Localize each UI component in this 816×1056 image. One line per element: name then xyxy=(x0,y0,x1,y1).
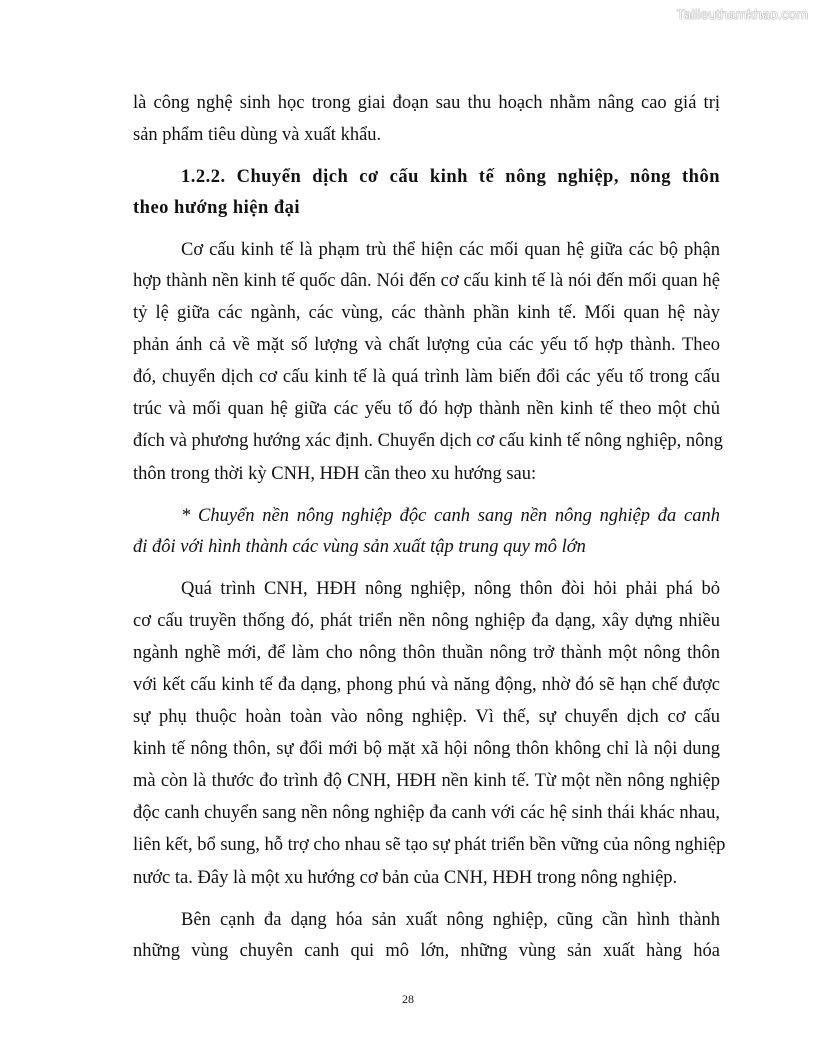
text-line: phản ánh cả về mặt số lượng và chất lượng của các yếu tố hợp thành. Theo xyxy=(133,335,720,355)
text-line: nước ta. Đây là một xu hướng cơ bản của CNH, HĐH trong nông nghiệp. xyxy=(133,868,678,888)
text-line: ngành nghề mới, để làm cho nông thôn thuần nông trở thành một nông thôn xyxy=(133,643,720,663)
text-line: độc canh chuyển sang nền nông nghiệp đa canh với các hệ sinh thái khác nhau, xyxy=(133,803,720,823)
text-line: trúc và mối quan hệ giữa các yếu tố đó hợp thành nền kinh tế theo một chủ xyxy=(133,399,720,419)
text-line: Bên cạnh đa dạng hóa sản xuất nông nghiệp, cũng cần hình thành xyxy=(181,910,720,930)
italic-subheading: đi đôi với hình thành các vùng sản xuất tập trung quy mô lớn xyxy=(133,537,586,557)
text-line: Cơ cấu kinh tế là phạm trù thể hiện các mối quan hệ giữa các bộ phận xyxy=(181,240,720,260)
text-line: sản phẩm tiêu dùng và xuất khẩu. xyxy=(133,125,382,145)
text-line: hợp thành nền kinh tế quốc dân. Nói đến cơ cấu kinh tế là nói đến mối quan hệ xyxy=(133,271,720,291)
section-heading: theo hướng hiện đại xyxy=(133,198,301,218)
text-line: liên kết, bổ sung, hỗ trợ cho nhau sẽ tạo sự phát triển bền vững của nông nghiệp xyxy=(133,835,726,855)
text-line: thôn trong thời kỳ CNH, HĐH cần theo xu hướng sau: xyxy=(133,464,537,484)
italic-subheading: * Chuyển nền nông nghiệp độc canh sang nền nông nghiệp đa canh xyxy=(181,506,720,526)
text-line: sự phụ thuộc hoàn toàn vào nông nghiệp. Vì thế, sự chuyển dịch cơ cấu xyxy=(133,707,720,727)
page-number: 28 xyxy=(402,992,414,1006)
section-heading: 1.2.2. Chuyển dịch cơ cấu kinh tế nông nghiệp, nông thôn xyxy=(181,167,720,187)
text-line: đích và phương hướng xác định. Chuyển dịch cơ cấu kinh tế nông nghiệp, nông xyxy=(133,431,723,451)
text-line: những vùng chuyên canh qui mô lớn, những vùng sản xuất hàng hóa xyxy=(133,941,720,961)
text-line: là công nghệ sinh học trong giai đoạn sau thu hoạch nhằm nâng cao giá trị xyxy=(133,93,720,113)
text-line: kinh tế nông thôn, sự đổi mới bộ mặt xã hội nông thôn không chỉ là nội dung xyxy=(133,739,720,759)
text-line: tỷ lệ giữa các ngành, các vùng, các thành phần kinh tế. Mối quan hệ này xyxy=(133,303,720,323)
text-line: đó, chuyển dịch cơ cấu kinh tế là quá trình làm biến đổi các yếu tố trong cấu xyxy=(133,367,720,387)
text-line: Quá trình CNH, HĐH nông nghiệp, nông thôn đòi hỏi phải phá bỏ xyxy=(181,579,720,599)
text-line: cơ cấu truyền thống đó, phát triển nền nông nghiệp đa dạng, xây dựng nhiều xyxy=(133,611,720,631)
text-line: mà còn là thước đo trình độ CNH, HĐH nền kinh tế. Từ một nền nông nghiệp xyxy=(133,771,720,791)
watermark: Tailieuthamkhao.com xyxy=(676,6,808,22)
text-line: với kết cấu kinh tế đa dạng, phong phú và năng động, nhờ đó sẽ hạn chế được xyxy=(133,675,720,695)
